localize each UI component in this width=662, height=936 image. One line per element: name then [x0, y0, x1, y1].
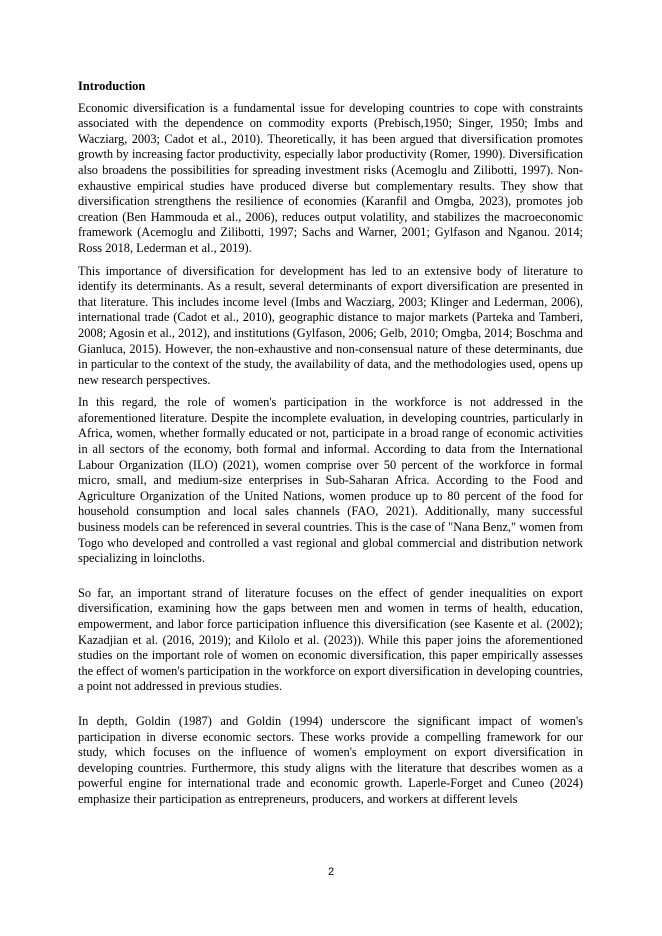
paragraph-3: In this regard, the role of women's participation in the workforce is not addressed in the aforementioned literature. Despite the incomplete evaluation, in developing countries, particularly in Africa, women, whether formally educated or not, participate in a broad range of economic activities in all sectors of the economy, both formal and informal. According to data from the International Labour Organization (ILO) (2021), women comprise over 50 percent of the workforce in formal micro, small, and medium-size enterprises in Sub-Saharan Africa. According to the Food and Agriculture Organization of the United Nations, women produce up to 80 percent of the food for household consumption and local sales channels (FAO, 2021). Additionally, many successful business models can be referenced in several countries. This is the case of "Nana Benz," women from Togo who developed and controlled a vast regional and global commercial and distribution network specializing in loincloths. [78, 395, 583, 566]
paragraph-4: So far, an important strand of literature focuses on the effect of gender inequalities on export diversification, examining how the gaps between men and women in terms of health, education, empowerment, and labor force participation influence this diversification (see Kasente et al. (2002); Kazadjian et al. (2016, 2019); and Kilolo et al. (2023)). While this paper joins the aforementioned studies on the important role of women on economic diversification, this paper empirically assesses the effect of women's participation in the workforce on export diversification in developing countries, a point not addressed in previous studies. [78, 585, 583, 694]
page-number: 2 [327, 866, 335, 878]
paragraph-5: In depth, Goldin (1987) and Goldin (1994) underscore the significant impact of women's participation in diverse economic sectors. These works provide a compelling framework for our study, which focuses on the influence of women's employment on export diversification in developing countries. Furthermore, this study aligns with the literature that describes women as a powerful engine for international trade and economic growth. Laperle-Forget and Cuneo (2024) emphasize their participation as entrepreneurs, producers, and workers at different levels [78, 713, 583, 806]
paragraph-2: This importance of diversification for development has led to an extensive body of literature to identify its determinants. As a result, several determinants of export diversification are presented in that literature. This includes income level (Imbs and Wacziarg, 2003; Klinger and Lederman, 2006), international trade (Cadot et al., 2010), geographic distance to major markets (Parteka and Tamberi, 2008; Agosin et al., 2012), and institutions (Gylfason, 2006; Gelb, 2010; Omgba, 2014; Boschma and Gianluca, 2015). However, the non-exhaustive and non-consensual nature of these determinants, due in particular to the context of the study, the availability of data, and the methodologies used, opens up new research perspectives. [78, 263, 583, 387]
section-heading: Introduction [78, 79, 146, 93]
paragraph-1: Economic diversification is a fundamental issue for developing countries to cope with constraints associated with the dependence on commodity exports (Prebisch,1950; Singer, 1950; Imbs and Wacziarg, 2003; Cadot et al., 2010). Theoretically, it has been argued that diversification promotes growth by increasing factor productivity, especially labor productivity (Romer, 1990). Diversification also broadens the possibilities for spreading investment risks (Acemoglu and Zilibotti, 1997). Non-exhaustive empirical studies have produced diverse but complementary results. They show that diversification strengthens the resilience of economies (Karanfil and Omgba, 2023), promotes job creation (Ben Hammouda et al., 2006), reduces output volatility, and stabilizes the macroeconomic framework (Acemoglu and Zilibotti, 1997; Sachs and Warner, 2001; Gylfason and Nganou. 2014; Ross 2018, Lederman et al., 2019). [78, 100, 583, 255]
page-body [78, 79, 583, 815]
